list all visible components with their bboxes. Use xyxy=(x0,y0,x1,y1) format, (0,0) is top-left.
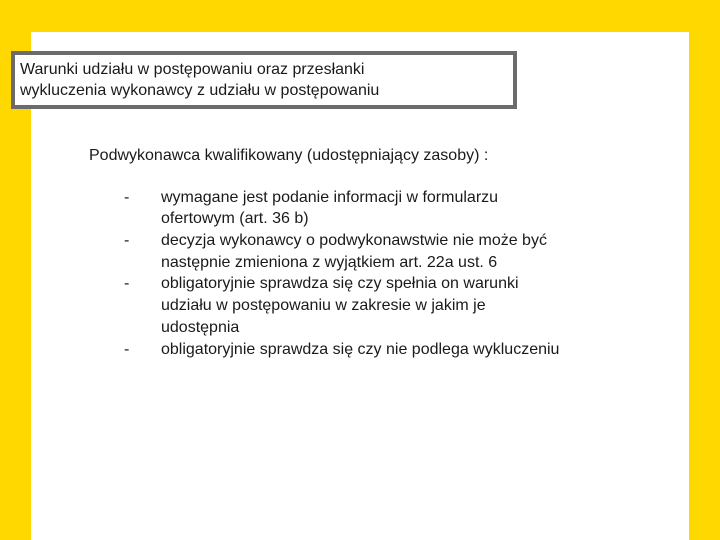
bullet-marker: - xyxy=(124,275,130,292)
list-item-line: ofertowym (art. 36 b) xyxy=(161,210,309,227)
list-item-line: obligatoryjnie sprawdza się czy nie podlega wykluczeniu xyxy=(161,341,560,358)
bullet-marker: - xyxy=(124,189,130,206)
list-item-line: obligatoryjnie sprawdza się czy spełnia on warunki xyxy=(161,275,519,292)
title-line-2: wykluczenia wykonawcy z udziału w postępowaniu xyxy=(20,82,380,99)
subtitle: Podwykonawca kwalifikowany (udostępniający zasoby) : xyxy=(89,147,489,164)
list-item-line: udziału w postępowaniu w zakresie w jakim je xyxy=(161,297,486,314)
list-item-line: decyzja wykonawcy o podwykonawstwie nie może być xyxy=(161,232,547,249)
list-item-line: wymagane jest podanie informacji w formularzu xyxy=(161,189,499,206)
bullet-marker: - xyxy=(124,232,130,249)
list-item-line: udostępnia xyxy=(161,319,240,336)
list-item-line: następnie zmieniona z wyjątkiem art. 22a ust. 6 xyxy=(161,254,498,271)
title-line-1: Warunki udziału w postępowaniu oraz przesłanki xyxy=(20,61,365,78)
bullet-marker: - xyxy=(124,341,130,358)
